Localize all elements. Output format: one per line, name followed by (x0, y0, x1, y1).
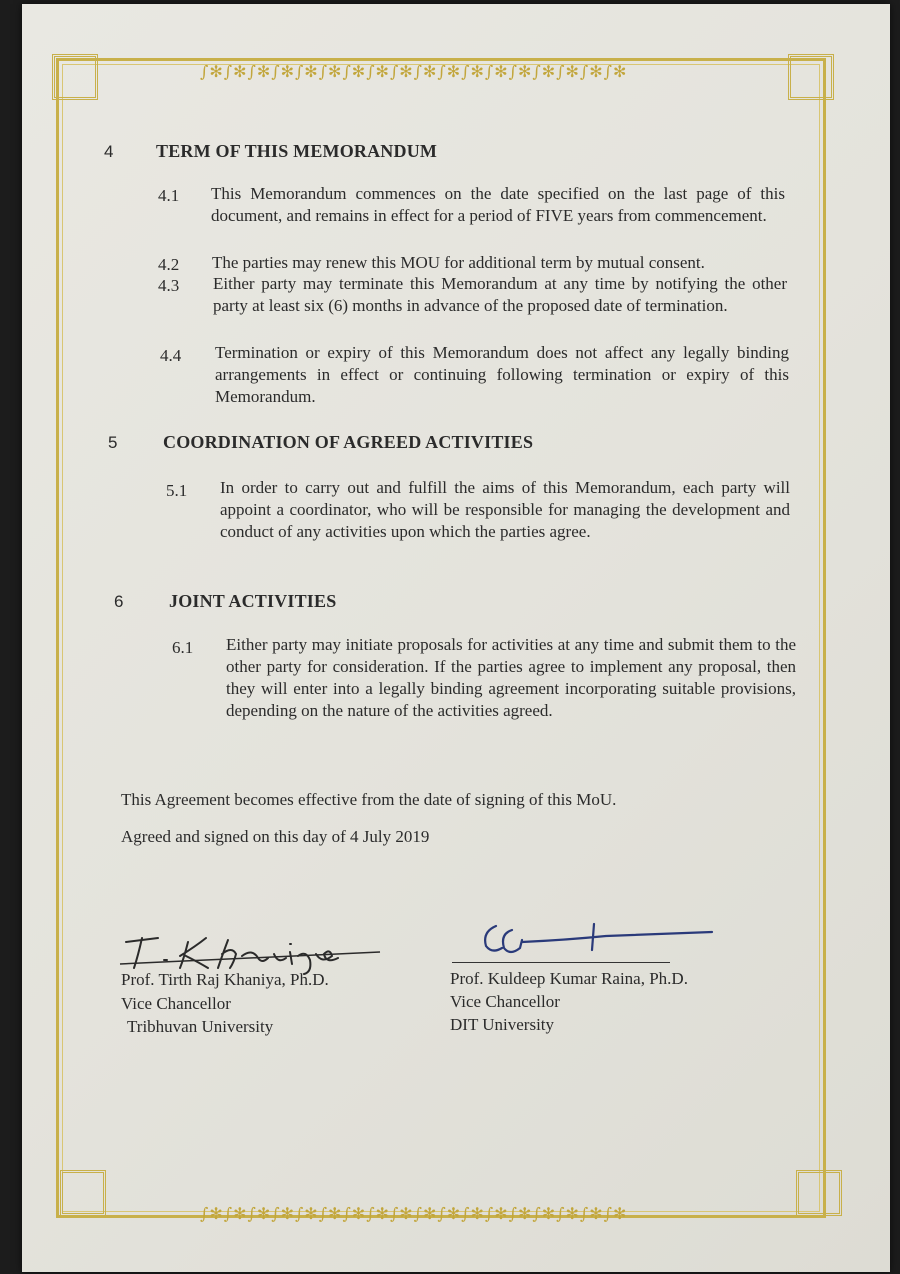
effective-statement: This Agreement becomes effective from the date of signing of this MoU. (121, 790, 617, 809)
signatory-role: Vice Chancellor (121, 994, 231, 1013)
top-border-ornament: ∫✻∫✻∫✻∫✻∫✻∫✻∫✻∫✻∫✻∫✻∫✻∫✻∫✻∫✻∫✻∫✻∫✻∫✻ (200, 62, 628, 81)
clause-text: Termination or expiry of this Memorandum does not affect any legally binding arrangements in effect or continuing following termination or expiry of this Memorandum. (215, 343, 789, 406)
signed-date-statement: Agreed and signed on this day of 4 July 2019 (121, 827, 430, 846)
signatory-org: Tribhuvan University (127, 1017, 274, 1036)
clause-text: Either party may terminate this Memorandum at any time by notifying the other party at least six (6) months in advance of the proposed date of termination. (213, 274, 787, 315)
section-number: 5 (108, 433, 118, 452)
clause-text: The parties may renew this MOU for additional term by mutual consent. (212, 253, 705, 272)
signature-khaniya (118, 928, 388, 976)
signatory-org: DIT University (450, 1015, 555, 1034)
bottom-border-ornament: ∫✻∫✻∫✻∫✻∫✻∫✻∫✻∫✻∫✻∫✻∫✻∫✻∫✻∫✻∫✻∫✻∫✻∫✻ (200, 1204, 628, 1223)
clause-number: 4.2 (158, 255, 180, 274)
clause-text: Either party may initiate proposals for activities at any time and submit them to the other party for consideration. If the parties agree to implement any proposal, then they will enter into a legally binding agreement incorporating suitable provisions, depending on the nature of the activities agreed. (226, 635, 796, 720)
clause-number: 4.3 (158, 276, 180, 295)
signatory-name: Prof. Tirth Raj Khaniya, Ph.D. (121, 970, 329, 989)
signatory-role: Vice Chancellor (450, 992, 560, 1011)
clause-text: In order to carry out and fulfill the aims of this Memorandum, each party will appoint a coordinator, who will be responsible for managing the development and conduct of any activities upon which the parties agree. (220, 478, 790, 541)
clause-number: 5.1 (166, 481, 188, 500)
clause-text: This Memorandum commences on the date specified on the last page of this document, and remains in effect for a period of FIVE years from commencement. (211, 184, 785, 225)
section-title: TERM OF THIS MEMORANDUM (156, 141, 438, 161)
signatory-name: Prof. Kuldeep Kumar Raina, Ph.D. (450, 969, 688, 988)
section-title: COORDINATION OF AGREED ACTIVITIES (163, 432, 534, 452)
section-number: 4 (104, 142, 114, 161)
section-number: 6 (114, 592, 124, 611)
clause-number: 4.1 (158, 186, 180, 205)
signature-raina (476, 918, 726, 968)
clause-number: 6.1 (172, 638, 194, 657)
clause-number: 4.4 (160, 346, 182, 365)
section-title: JOINT ACTIVITIES (169, 591, 337, 611)
